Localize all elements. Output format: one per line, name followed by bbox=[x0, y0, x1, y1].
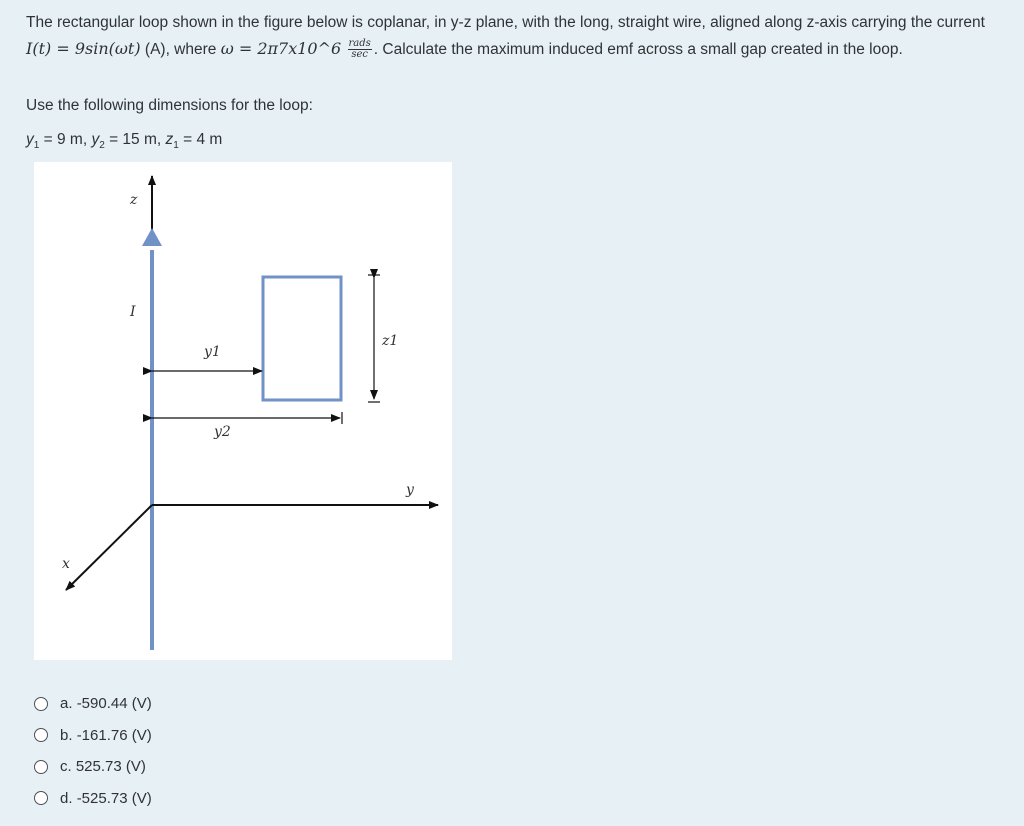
z1-subscript: 1 bbox=[173, 140, 179, 152]
radio-d[interactable] bbox=[34, 791, 48, 805]
option-c-text: 525.73 (V) bbox=[75, 758, 146, 776]
answer-options bbox=[34, 688, 152, 814]
x-axis-line bbox=[66, 505, 152, 590]
option-b-text: -161.76 (V) bbox=[76, 726, 152, 744]
option-d[interactable] bbox=[34, 783, 152, 815]
y2-symbol: y bbox=[91, 131, 100, 148]
question-text bbox=[26, 10, 1011, 63]
unit-numerator: rads bbox=[348, 38, 371, 50]
option-a-letter: a. bbox=[60, 695, 73, 713]
instruction-text: Use the following dimensions for the loop: bbox=[26, 97, 313, 114]
option-a[interactable] bbox=[34, 688, 152, 720]
z1-symbol: z bbox=[165, 131, 174, 148]
wire-arrowhead bbox=[142, 228, 162, 246]
y1-dimension-label: y1 bbox=[204, 344, 221, 360]
rectangular-loop bbox=[263, 277, 341, 400]
y1-symbol: y bbox=[26, 131, 34, 148]
option-c[interactable] bbox=[34, 751, 152, 783]
question-part3: . Calculate the maximum induced emf across a small gap created in the loop. bbox=[373, 41, 903, 58]
y2-subscript: 2 bbox=[99, 140, 105, 152]
y-axis-label: y bbox=[406, 482, 414, 498]
current-label: I bbox=[130, 304, 136, 320]
radio-c[interactable] bbox=[34, 760, 48, 774]
option-d-text: -525.73 (V) bbox=[76, 789, 152, 807]
loop-wire-figure bbox=[34, 162, 452, 660]
y2-value: = 15 m, bbox=[109, 131, 162, 148]
option-a-text: -590.44 (V) bbox=[76, 695, 152, 713]
figure-svg bbox=[34, 162, 452, 660]
option-b-letter: b. bbox=[60, 726, 73, 744]
z1-value: = 4 m bbox=[183, 131, 223, 148]
omega-unit-fraction bbox=[348, 39, 372, 60]
option-d-letter: d. bbox=[60, 789, 73, 807]
omega-expression: ω = 2π7x10^6 bbox=[220, 39, 342, 58]
unit-denominator: sec bbox=[351, 49, 368, 61]
current-expression: I(t) = 9sin(ωt) bbox=[26, 39, 141, 58]
x-axis-label: x bbox=[62, 556, 70, 572]
question-part1: The rectangular loop shown in the figure below is coplanar, in y-z plane, with the long, straight wire, aligned along z-axis carrying the current bbox=[26, 14, 985, 31]
radio-b[interactable] bbox=[34, 728, 48, 742]
option-c-letter: c. bbox=[60, 758, 72, 776]
y2-dimension-label: y2 bbox=[214, 424, 231, 440]
radio-a[interactable] bbox=[34, 697, 48, 711]
z-axis-label: z bbox=[130, 192, 138, 208]
y1-value: = 9 m, bbox=[43, 131, 88, 148]
y1-subscript: 1 bbox=[33, 140, 40, 152]
dimensions-line bbox=[26, 131, 222, 151]
question-part2: (A), where bbox=[144, 41, 217, 58]
z1-dimension-label: z1 bbox=[382, 333, 399, 349]
option-b[interactable] bbox=[34, 720, 152, 752]
